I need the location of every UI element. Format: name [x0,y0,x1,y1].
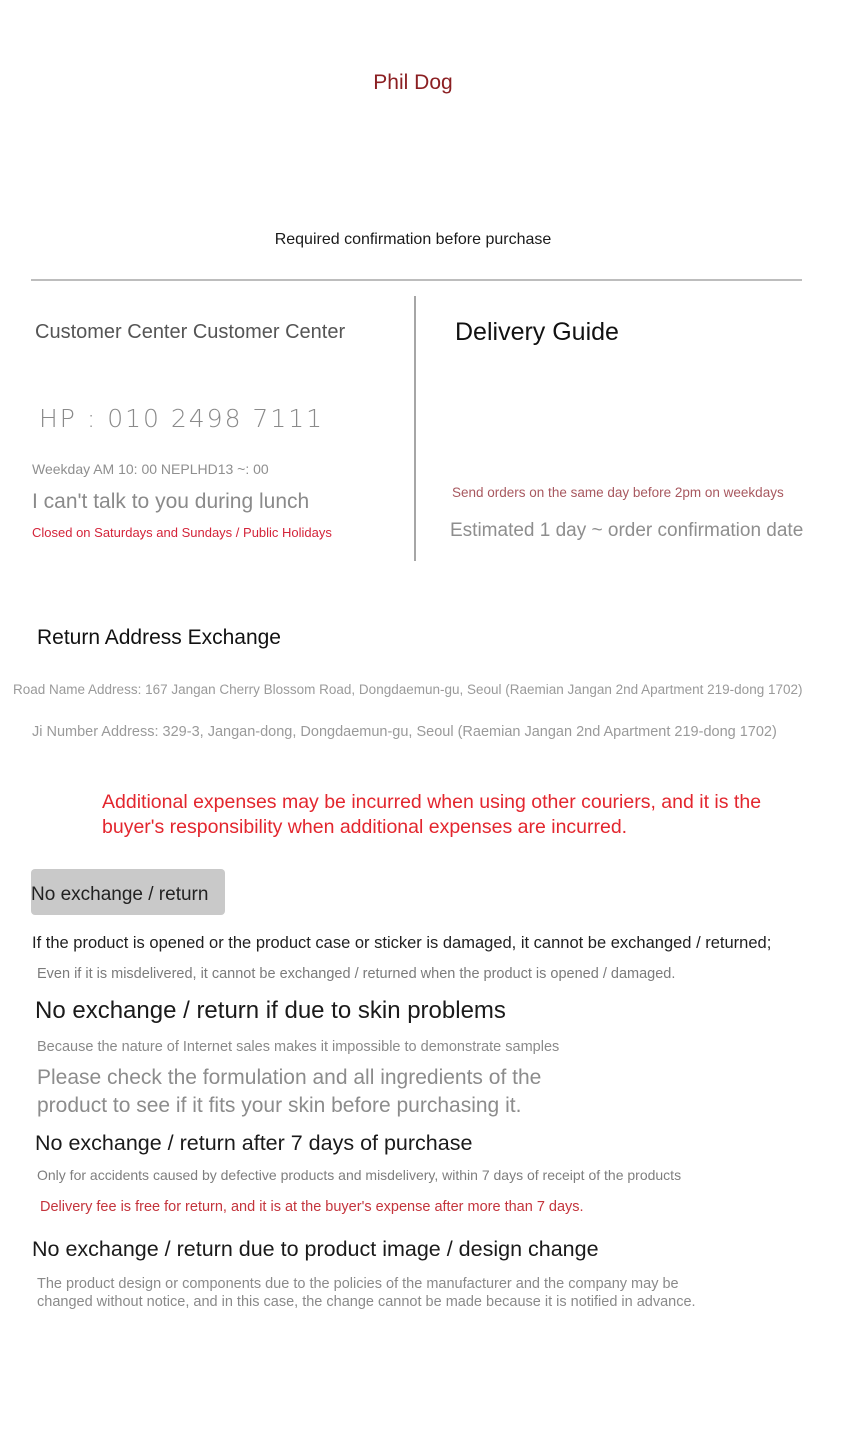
delivery-guide-title: Delivery Guide [455,318,619,346]
brand-name: Phil Dog [373,71,453,94]
customer-center-hours: Weekday AM 10: 00 NEPLHD13 ~: 00 [32,461,269,477]
column-divider [414,296,416,561]
road-name-address: Road Name Address: 167 Jangan Cherry Blossom Road, Dongdaemun-gu, Seoul (Raemian Jangan 2nd Apartment 219-dong 1702) [13,682,803,697]
policy-design-heading: No exchange / return due to product image / design change [32,1237,599,1261]
policy-7days-subtext: Only for accidents caused by defective products and misdelivery, within 7 days of receipt of the products [37,1167,682,1183]
policy-7days-heading: No exchange / return after 7 days of purchase [35,1131,473,1155]
policy-skin-check-text: Please check the formulation and all ingredients of the product to see if it fits your skin before purchasing it. [37,1066,542,1117]
policy-delivery-fee-note: Delivery fee is free for return, and it is at the buyer's expense after more than 7 days. [40,1199,584,1215]
customer-center-phone: HP : 010 2498 7111 [39,404,325,433]
policy-skin-subtext: Because the nature of Internet sales makes it impossible to demonstrate samples [37,1039,560,1055]
return-address-title: Return Address Exchange [37,626,281,649]
customer-center-closed-note: Closed on Saturdays and Sundays / Public Holidays [32,525,332,540]
policy-design-text: The product design or components due to the policies of the manufacturer and the company may be changed without notice, and in this case, the change cannot be made because it is notified in advance. [37,1276,696,1310]
policy-tag-label: No exchange / return [31,884,209,905]
customer-center-lunch-note: I can't talk to you during lunch [32,490,310,513]
customer-center-title: Customer Center Customer Center [35,321,346,343]
delivery-send-note: Send orders on the same day before 2pm on weekdays [452,485,784,500]
delivery-estimate: Estimated 1 day ~ order confirmation date [450,520,804,541]
lot-number-address: Ji Number Address: 329-3, Jangan-dong, Dongdaemun-gu, Seoul (Raemian Jangan 2nd Apartment 219-dong 1702) [32,724,777,740]
courier-warning: Additional expenses may be incurred when using other couriers, and it is the buyer's responsibility when additional expenses are incurred. [102,791,762,838]
policy-opened-text: If the product is opened or the product case or sticker is damaged, it cannot be exchanged / returned; [32,934,772,952]
page-subtitle: Required confirmation before purchase [274,231,552,248]
policy-opened-subtext: Even if it is misdelivered, it cannot be exchanged / returned when the product is opened / damaged. [37,966,676,982]
policy-skin-heading: No exchange / return if due to skin problems [35,997,506,1024]
header-divider [31,279,802,281]
